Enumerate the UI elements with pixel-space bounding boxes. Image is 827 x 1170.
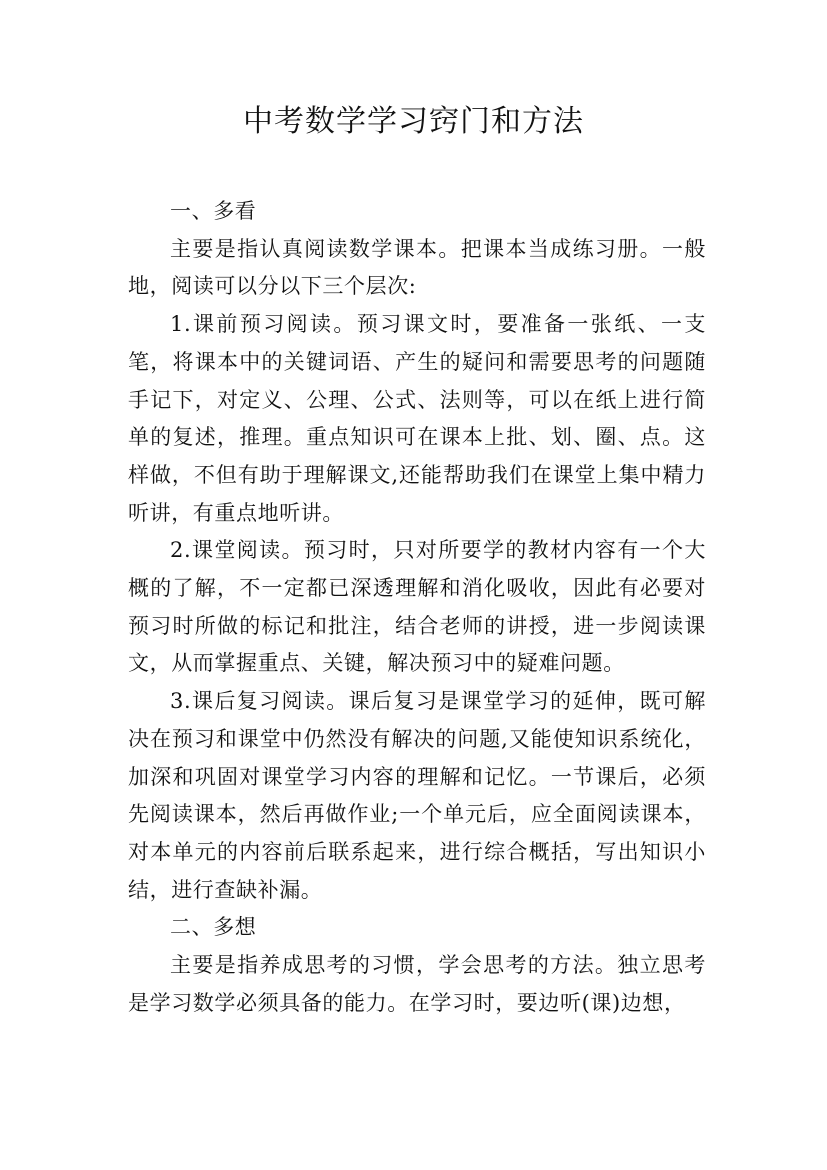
paragraph-preview-reading: 1.课前预习阅读。预习课文时，要准备一张纸、一支笔，将课本中的关键词语、产生的疑问和需要思考的问题随手记下，对定义、公理、公式、法则等，可以在纸上进行简单的复述，推理。重点知识可在课本上批、划、圈、点。这样做，不但有助于理解课文,还能帮助我们在课堂上集中精力听讲，有重点地听讲。: [128, 312, 706, 525]
section-heading-think-more: 二、多想: [170, 915, 257, 940]
document-body: [128, 193, 706, 1022]
section-heading-look-more: 一、多看: [170, 199, 257, 223]
document-title: 中考数学学习窍门和方法: [243, 104, 584, 139]
paragraph-intro-reading: 主要是指认真阅读数学课本。把课本当成练习册。一般地，阅读可以分以下三个层次:: [128, 236, 706, 299]
paragraph-thinking-habits: 主要是指养成思考的习惯，学会思考的方法。独立思考是学习数学必须具备的能力。在学习时，要边听(课)边想，: [128, 953, 706, 1015]
paragraph-classroom-reading: 2.课堂阅读。预习时，只对所要学的教材内容有一个大概的了解，不一定都已深透理解和消化吸收，因此有必要对预习时所做的标记和批注，结合老师的讲授，进一步阅读课文，从而掌握重点、关键，解决预习中的疑难问题。: [128, 538, 706, 676]
paragraph-review-reading: 3.课后复习阅读。课后复习是课堂学习的延伸，既可解决在预习和课堂中仍然没有解决的问题,又能使知识系统化，加深和巩固对课堂学习内容的理解和记忆。一节课后，必须先阅读课本，然后再做作业;一个单元后，应全面阅读课本，对本单元的内容前后联系起来，进行综合概括，写出知识小结，进行查缺补漏。: [128, 689, 706, 902]
